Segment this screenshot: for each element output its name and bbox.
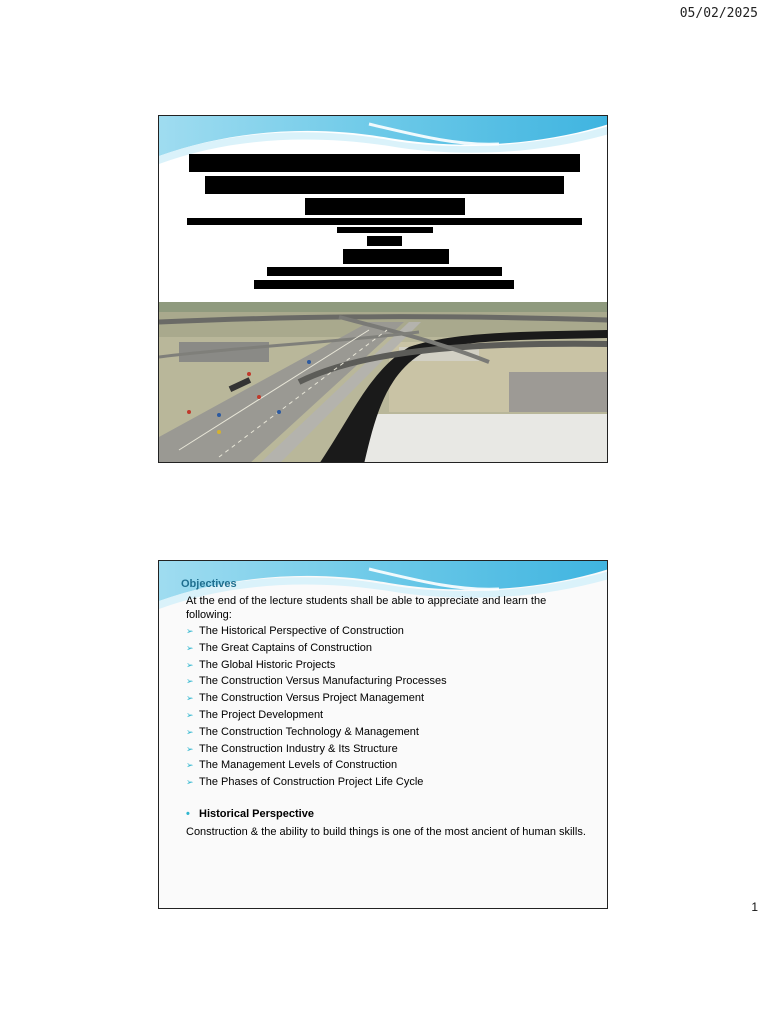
arrow-bullet-icon: ➢: [186, 693, 194, 704]
list-item: ➢ The Historical Perspective of Construction: [186, 623, 447, 640]
arrow-bullet-icon: ➢: [186, 777, 194, 788]
section-text: Construction & the ability to build things is one of the most ancient of human skills.: [186, 826, 586, 838]
list-item: ➢ The Project Development: [186, 707, 447, 724]
list-item: ➢ The Global Historic Projects: [186, 657, 447, 674]
arrow-bullet-icon: ➢: [186, 626, 194, 636]
intro-text: At the end of the lecture students shall be able to appreciate and learn the following:: [186, 595, 547, 621]
objectives-list: [186, 623, 447, 791]
arrow-bullet-icon: ➢: [186, 743, 194, 754]
arrow-bullet-icon: ➢: [186, 709, 194, 720]
list-item: ➢ The Construction Technology & Management: [186, 724, 447, 741]
arrow-bullet-icon: ➢: [186, 676, 194, 687]
list-item: ➢ The Management Levels of Construction: [186, 757, 447, 774]
arrow-bullet-icon: ➢: [186, 642, 194, 653]
section-heading: • Historical Perspective: [186, 808, 314, 820]
slide-2: [158, 560, 608, 909]
slide-1: [158, 115, 608, 463]
arrow-bullet-icon: ➢: [186, 659, 194, 670]
dot-bullet-icon: •: [186, 808, 190, 820]
print-date: 05/02/2025: [679, 6, 758, 21]
arrow-bullet-icon: ➢: [186, 760, 194, 771]
list-item: ➢ The Construction Versus Project Management: [186, 690, 447, 707]
list-item: ➢ The Construction Industry & Its Structure: [186, 741, 447, 758]
list-item: ➢ The Great Captains of Construction: [186, 640, 447, 657]
arrow-bullet-icon: ➢: [186, 726, 194, 737]
list-item: ➢ The Phases of Construction Project Life Cycle: [186, 774, 447, 791]
page-number: 1: [751, 900, 758, 914]
highway-interchange-image: [159, 302, 608, 463]
list-item: ➢ The Construction Versus Manufacturing Processes: [186, 673, 447, 690]
slide-heading: Objectives: [181, 578, 237, 590]
